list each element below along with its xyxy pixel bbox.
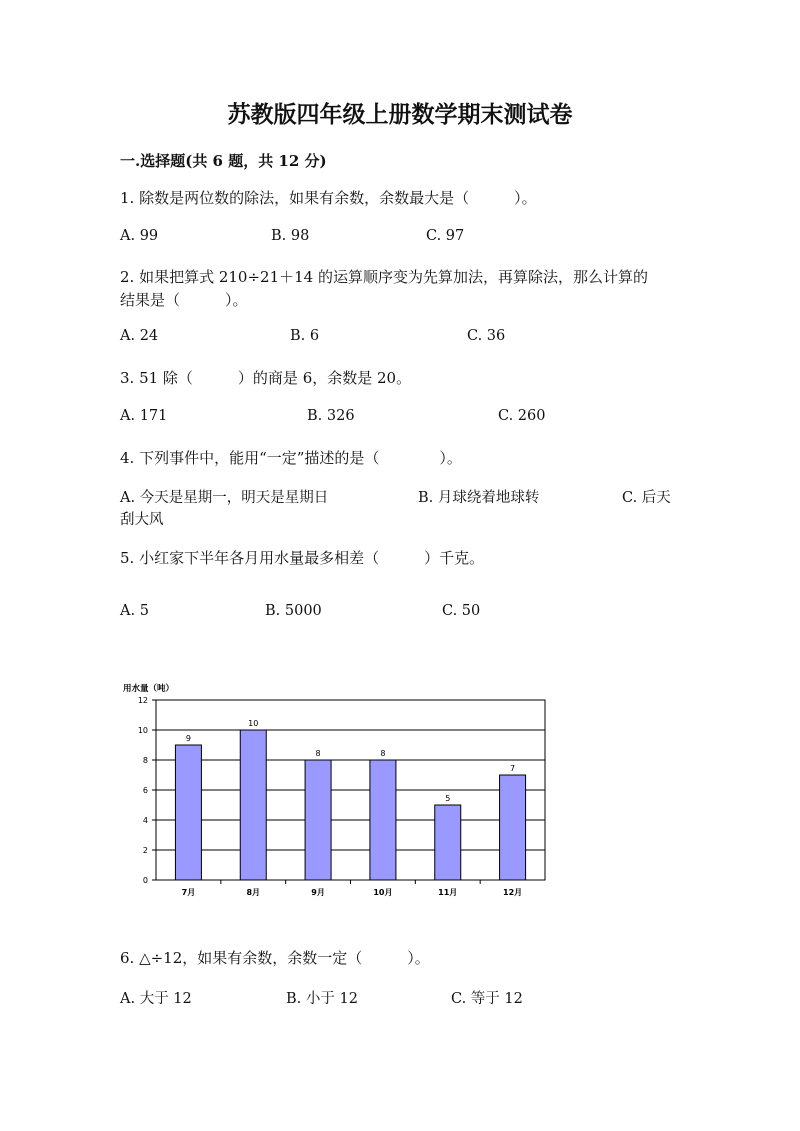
q3-option-a: A. 171 bbox=[120, 408, 168, 424]
q4-option-a: A. 今天是星期一，明天是星期日 bbox=[120, 490, 329, 506]
bar bbox=[305, 760, 331, 880]
y-tick-label: 12 bbox=[137, 696, 148, 705]
x-tick-label: 11月 bbox=[438, 888, 458, 897]
question-3: 3. 51 除（ ）的商是 6，余数是 20。 bbox=[120, 369, 412, 387]
question-2-line-1: 2. 如果把算式 210÷21＋14 的运算顺序变为先算加法，再算除法，那么计算的 bbox=[120, 268, 648, 286]
q6-option-a: A. 大于 12 bbox=[120, 991, 192, 1007]
y-tick-label: 6 bbox=[142, 786, 148, 795]
bar-value-label: 5 bbox=[445, 794, 451, 803]
section-heading: 一.选择题(共 6 题，共 12 分) bbox=[120, 152, 327, 170]
q4-option-b: B. 月球绕着地球转 bbox=[418, 490, 540, 506]
bar bbox=[500, 775, 526, 880]
bar-value-label: 7 bbox=[510, 764, 516, 773]
page-title: 苏教版四年级上册数学期末测试卷 bbox=[227, 101, 573, 128]
q4-option-c: C. 后天 bbox=[622, 490, 671, 506]
q1-option-a: A. 99 bbox=[120, 228, 159, 244]
y-tick-label: 10 bbox=[137, 726, 148, 735]
q1-option-b: B. 98 bbox=[271, 228, 310, 244]
bar-value-label: 8 bbox=[380, 749, 386, 758]
y-tick-label: 0 bbox=[142, 876, 148, 885]
bar-value-label: 10 bbox=[248, 719, 259, 728]
question-4: 4. 下列事件中，能用“一定”描述的是（ ）。 bbox=[120, 449, 462, 467]
water-usage-bar-chart bbox=[118, 680, 558, 905]
y-axis-label: 用水量（吨） bbox=[123, 684, 175, 694]
q2-option-c: C. 36 bbox=[467, 328, 506, 344]
y-tick-label: 8 bbox=[142, 756, 148, 765]
q2-option-a: A. 24 bbox=[120, 328, 159, 344]
x-tick-label: 10月 bbox=[373, 888, 393, 897]
question-1: 1. 除数是两位数的除法，如果有余数，余数最大是（ ）。 bbox=[120, 189, 537, 207]
q5-option-c: C. 50 bbox=[442, 603, 481, 619]
q3-option-b: B. 326 bbox=[307, 408, 355, 424]
y-tick-label: 2 bbox=[142, 846, 148, 855]
bar-value-label: 8 bbox=[315, 749, 321, 758]
q4-option-c-continuation: 刮大风 bbox=[120, 512, 164, 528]
x-tick-label: 9月 bbox=[311, 888, 325, 897]
question-5: 5. 小红家下半年各月用水量最多相差（ ）千克。 bbox=[120, 549, 485, 567]
bar-value-label: 9 bbox=[185, 734, 191, 743]
bar bbox=[240, 730, 266, 880]
q1-option-c: C. 97 bbox=[426, 228, 465, 244]
q2-option-b: B. 6 bbox=[290, 328, 320, 344]
y-tick-label: 4 bbox=[142, 816, 148, 825]
q6-option-c: C. 等于 12 bbox=[451, 991, 523, 1007]
x-tick-label: 8月 bbox=[246, 888, 261, 897]
bar bbox=[435, 805, 461, 880]
q5-option-b: B. 5000 bbox=[265, 603, 322, 619]
q5-option-a: A. 5 bbox=[120, 603, 149, 619]
q6-option-b: B. 小于 12 bbox=[286, 991, 358, 1007]
bar bbox=[370, 760, 396, 880]
bar bbox=[175, 745, 201, 880]
question-2-line-2: 结果是（ ）。 bbox=[120, 291, 248, 309]
x-tick-label: 12月 bbox=[503, 888, 523, 897]
x-tick-label: 7月 bbox=[181, 888, 196, 897]
question-6: 6. △÷12，如果有余数，余数一定（ ）。 bbox=[120, 949, 430, 967]
q3-option-c: C. 260 bbox=[498, 408, 546, 424]
